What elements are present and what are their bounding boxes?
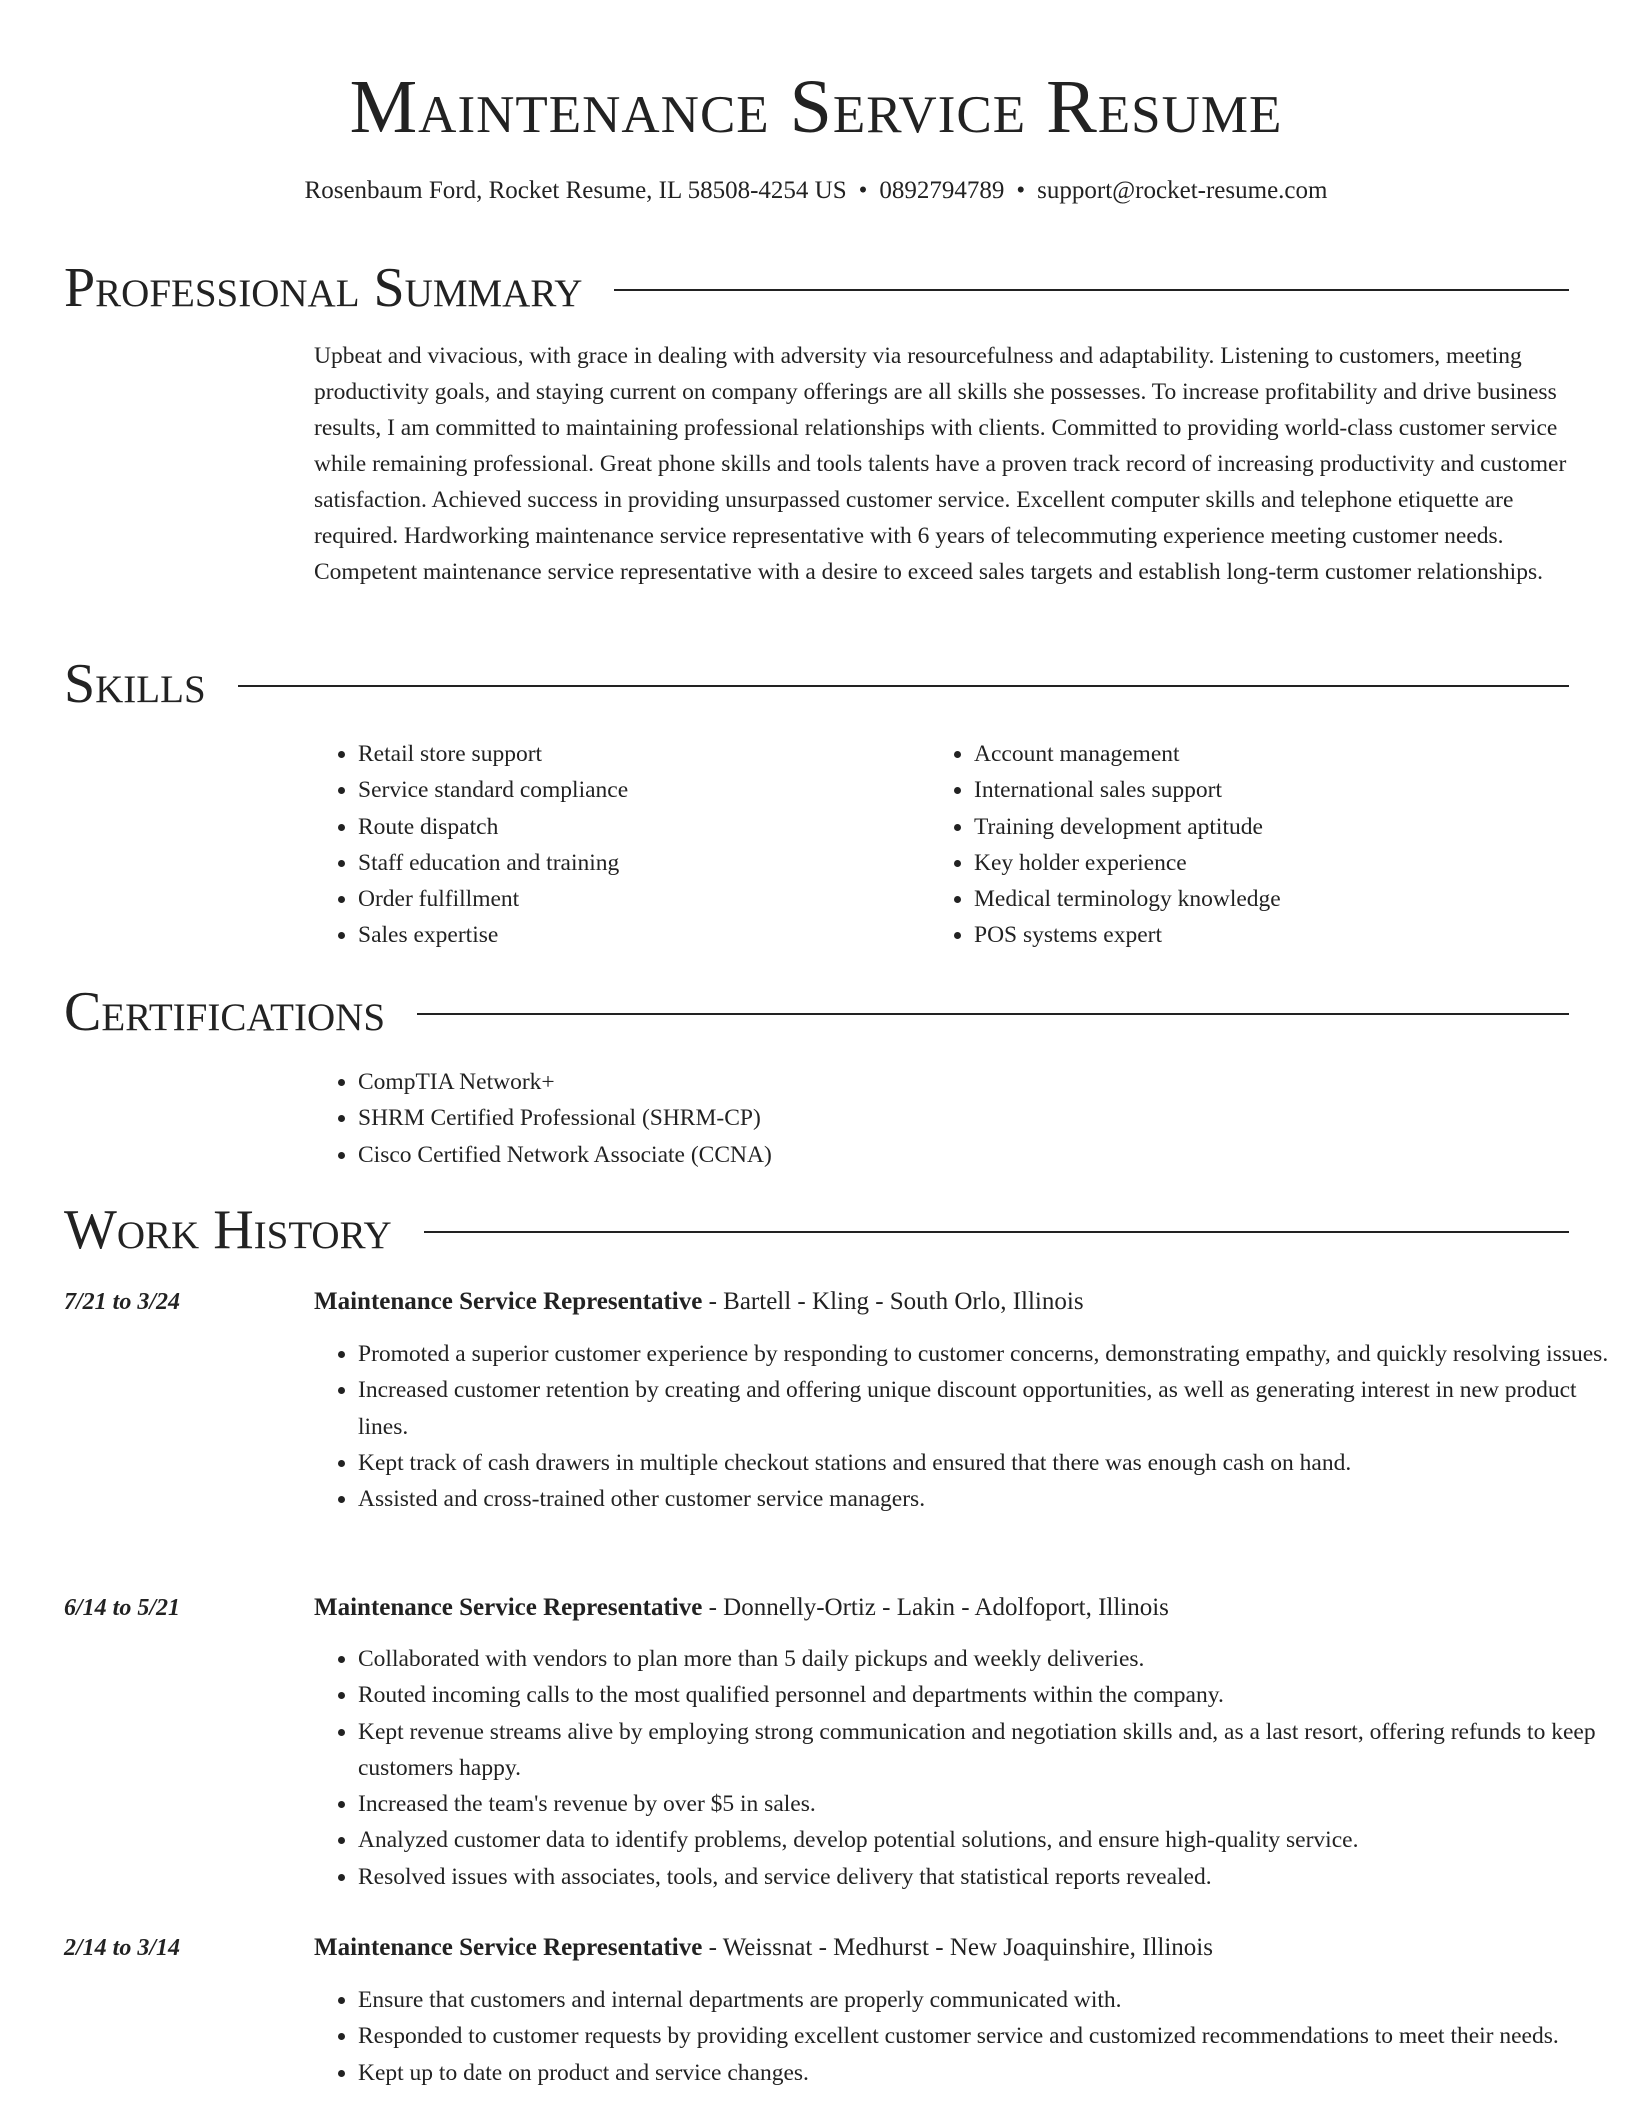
contact-phone: 0892794789 [879,177,1005,204]
job-bullet: • Kept revenue streams alive by employing strong communication and negotiation skills and, as a last resort, offering refunds to keep customers happy. [358,1714,1614,1787]
job-bullet: • Promoted a superior customer experience by responding to customer concerns, demonstrating empathy, and quickly resolving issues. [358,1336,1614,1372]
skill-item: • Route dispatch [358,809,918,845]
skill-item: • Sales expertise [358,917,918,953]
certifications-list [314,1064,1614,1173]
job-bullet: • Increased the team's revenue by over $5 in sales. [358,1786,1614,1822]
job-company: - Weissnat - Medhurst - New Joaquinshire, Illinois [708,1934,1213,1961]
job-bullet: • Routed incoming calls to the most qualified personnel and departments within the company. [358,1677,1614,1713]
job-heading [314,1284,1570,1320]
skills-list-right [930,736,1614,954]
section-header-certifications [64,980,1569,1044]
section-title-summary: Professional Summary [64,257,583,319]
skill-item: • Service standard compliance [358,772,918,808]
section-title-certifications: Certifications [64,981,386,1043]
job-bullet: • Increased customer retention by creating and offering unique discount opportunities, as well as generating interest in new product lines. [358,1372,1614,1445]
skill-item: • POS systems expert [974,917,1614,953]
job-company: - Donnelly-Ortiz - Lakin - Adolfoport, Illinois [708,1594,1169,1621]
contact-line [0,174,1632,208]
section-title-skills: Skills [64,653,206,715]
summary-paragraph: Upbeat and vivacious, with grace in dealing with adversity via resourcefulness and adaptability. Listening to customers, meeting productivity goals, and staying current on company offerings are all skills she possesses. To increase profitability and drive business results, I am committed to maintaining professional relationships with clients. Committed to providing world-class customer service while remaining professional. Great phone skills and tools talents have a proven track record of increasing productivity and customer satisfaction. Achieved success in providing unsurpassed customer service. Excellent computer skills and telephone etiquette are required. Hardworking maintenance service representative with 6 years of telecommuting experience meeting customer needs. Competent maintenance service representative with a desire to exceed sales targets and establish long-term customer relationships. [314,343,1567,585]
skill-item: • Order fulfillment [358,881,918,917]
job-heading [314,1590,1570,1626]
job-bullet: • Resolved issues with associates, tools, and service delivery that statistical reports revealed. [358,1859,1614,1895]
section-divider [238,685,1569,687]
section-header-work-history [64,1198,1569,1262]
job-heading [314,1930,1570,1966]
job-bullet: • Collaborated with vendors to plan more than 5 daily pickups and weekly deliveries. [358,1641,1614,1677]
contact-separator: • [1016,177,1026,204]
section-header-skills [64,652,1569,716]
job-dates: 7/21 to 3/24 [64,1289,181,1315]
job-title: Maintenance Service Representative [314,1288,703,1315]
job-bullet: • Kept up to date on product and service changes. [358,2055,1614,2091]
job-bullet: • Responded to customer requests by providing excellent customer service and customized recommendations to meet their needs. [358,2018,1614,2054]
job-bullet: • Analyzed customer data to identify problems, develop potential solutions, and ensure high-quality service. [358,1822,1614,1858]
contact-separator: • [858,177,868,204]
section-header-summary [64,256,1569,320]
job-bullet: • Assisted and cross-trained other customer service managers. [358,1481,1614,1517]
skill-item: • Account management [974,736,1614,772]
job-bullets [314,1336,1614,1517]
job-title: Maintenance Service Representative [314,1934,703,1961]
job-bullets [314,1982,1614,2091]
skill-item: • Key holder experience [974,845,1614,881]
job-bullets [314,1641,1614,1895]
section-divider [614,289,1569,291]
skill-item: • Retail store support [358,736,918,772]
skill-item: • Medical terminology knowledge [974,881,1614,917]
job-company: - Bartell - Kling - South Orlo, Illinois [708,1288,1084,1315]
contact-email[interactable]: support@rocket-resume.com [1037,177,1328,204]
section-divider [424,1231,1569,1233]
job-dates: 2/14 to 3/14 [64,1935,181,1961]
certification-item: • CompTIA Network+ [358,1064,1614,1100]
skills-list-left [314,736,918,954]
contact-address: Rosenbaum Ford, Rocket Resume, IL 58508-4254 US [304,177,847,204]
section-title-work-history: Work History [64,1199,392,1261]
job-bullet: • Ensure that customers and internal departments are properly communicated with. [358,1982,1614,2018]
certification-item: • SHRM Certified Professional (SHRM-CP) [358,1100,1614,1136]
section-divider [417,1013,1569,1015]
certification-item: • Cisco Certified Network Associate (CCNA) [358,1137,1614,1173]
job-bullet: • Kept track of cash drawers in multiple checkout stations and ensured that there was enough cash on hand. [358,1445,1614,1481]
job-dates: 6/14 to 5/21 [64,1595,181,1621]
job-title: Maintenance Service Representative [314,1594,703,1621]
skill-item: • Staff education and training [358,845,918,881]
resume-title: Maintenance Service Resume [349,65,1283,149]
skill-item: • International sales support [974,772,1614,808]
skill-item: • Training development aptitude [974,809,1614,845]
